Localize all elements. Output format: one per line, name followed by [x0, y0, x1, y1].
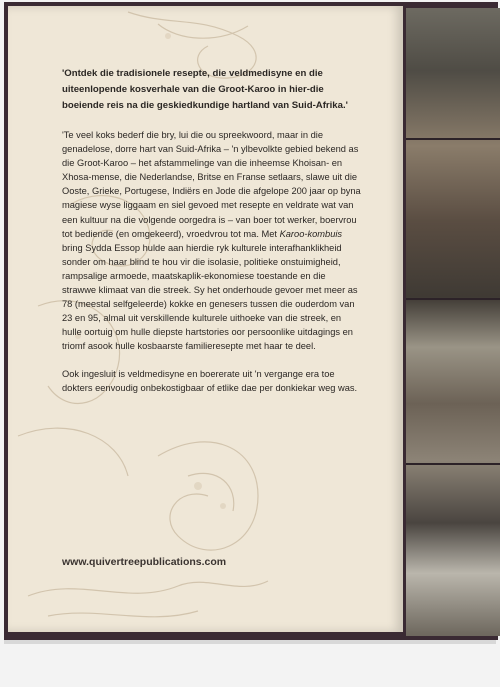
description-paragraph — [62, 128, 362, 354]
cover-text — [62, 66, 362, 408]
page-edge — [4, 640, 496, 644]
description-text: 'Te veel koks bederf die bry, lui die ou spreekwoord, maar in die genadelose, dorre hart van Suid-Afrika – 'n ylbevolkte gebied bekend as die Groot-Karoo – het afstammelinge van die inheemse Khoisan- en Xhosa-mense, die Nederlandse, Britse en Franse setlaars, slawe uit die Ooste, Grieke, Portugese, Indiërs en Jode die afgelope 200 jaar op byna magiese wyse liggaam en siel gevoed met resepte en veldrate wat van een kultuur na die volgende oorgedra is – van boer tot werker, boervrou tot bediende (en omgekeerd), vroedvrou tot ma. Met — [62, 130, 361, 239]
publisher-website: www.quivertreepublications.com — [62, 556, 227, 568]
photo-divider — [406, 298, 500, 320]
photo-divider — [406, 138, 500, 160]
description-text-continued: bring Sydda Essop hulde aan hierdie ryk kulturele interafhanklikheid sonder om haar blind te hou vir die isolasie, politieke onstuimigheid, rampsalige armoede, maatskaplik-ekonomiese toestande en die strawwe klimaat van die streek. Sy het onderhoude gevoer met meer as 78 (meestal selfgeleerde) kokke en genesers tussen die ouderdom van 23 en 95, almal uit verskillende kulturele uithoeke van die streek, en hulle oortuig om hulle diepste hartstories oor persoonlike uitdagings en triomf asook hulle kosbaarste familieresepte met haar te deel. — [62, 242, 358, 352]
pull-quote: 'Ontdek die tradisionele resepte, die veldmedisyne en die uiteenlopende kosverhale van die Groot-Karoo in hier-die boeiende reis na die geskiedkundige hartland van Suid-Afrika.' — [62, 68, 348, 111]
supplement-paragraph: Ook ingesluit is veldmedisyne en boererate uit 'n vergange era toe dokters eenvoudig onbekostigbaar of etlike dae per donkiekar weg was. — [62, 368, 358, 393]
cover-panel — [8, 6, 403, 632]
book-title: Karoo-kombuis — [279, 228, 343, 239]
photo-divider — [406, 463, 500, 485]
historical-photo-strip — [406, 8, 500, 636]
